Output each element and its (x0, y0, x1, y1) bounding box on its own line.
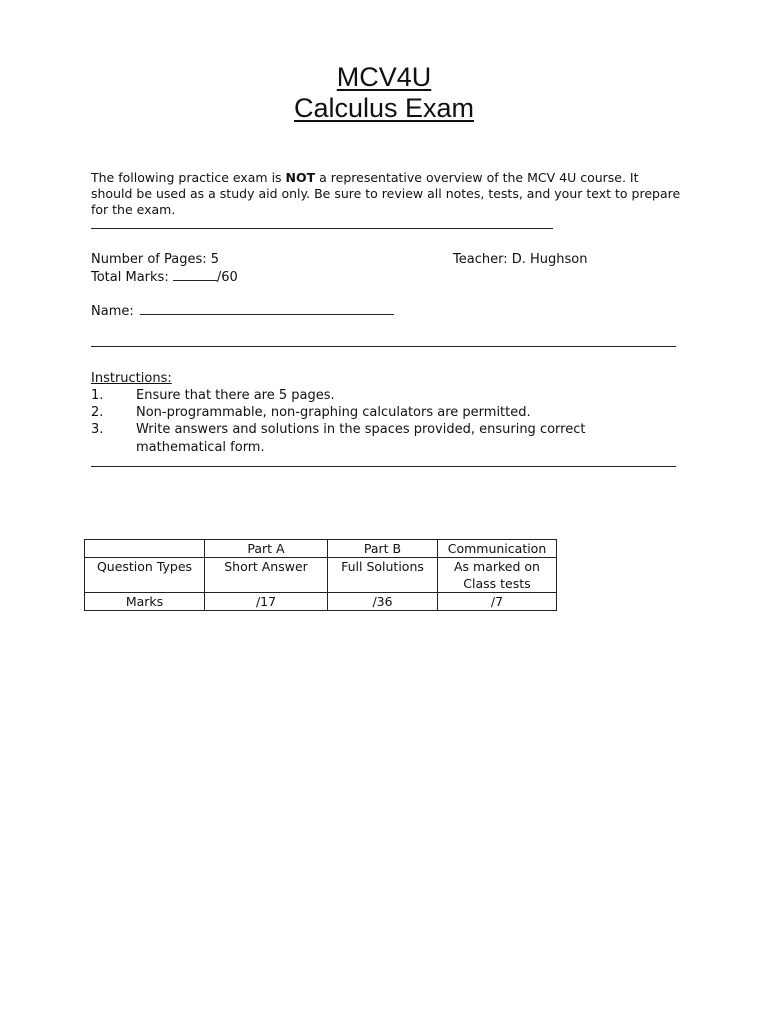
total-marks-label: Total Marks: (91, 270, 173, 285)
instruction-text: Write answers and solutions in the spaces provided, ensuring correct mathematical form. (136, 422, 586, 455)
instruction-text: Ensure that there are 5 pages. (136, 388, 335, 403)
exam-title: Calculus Exam (293, 93, 475, 123)
intro-emphasis: NOT (285, 170, 316, 185)
total-marks (91, 268, 238, 287)
table-header-cell: Part B (328, 540, 438, 558)
name-label: Name: (91, 304, 134, 319)
name-blank[interactable] (140, 302, 394, 315)
teacher-name: Teacher: D. Hughson (453, 252, 588, 267)
instruction-number: 3. (91, 422, 104, 437)
table-header-cell: Communication (438, 540, 557, 558)
course-code-title: MCV4U (336, 62, 432, 92)
instruction-number: 1. (91, 388, 104, 403)
intro-paragraph (91, 170, 681, 218)
table-cell: As marked on Class tests (438, 558, 557, 593)
intro-text-end: a representative overview of the MCV 4U course. It should be used as a study aid only. Be sure to review all notes, tests, and your text to prepare for the exam. (91, 170, 681, 217)
intro-text-start: The following practice exam is (91, 170, 286, 185)
table-header-row (85, 540, 557, 558)
table-cell: Full Solutions (328, 558, 438, 593)
name-field (91, 302, 394, 321)
divider-full-bottom (91, 466, 676, 467)
table-cell: Marks (85, 593, 205, 611)
instructions-heading: Instructions: (91, 371, 172, 386)
table-cell: /7 (438, 593, 557, 611)
table-cell: Question Types (85, 558, 205, 593)
instruction-number: 2. (91, 405, 104, 420)
table-cell: /36 (328, 593, 438, 611)
table-cell: Short Answer (205, 558, 328, 593)
marks-breakdown-table (84, 539, 557, 611)
instruction-text: Non-programmable, non-graphing calculators are permitted. (136, 405, 531, 420)
table-row (85, 558, 557, 593)
table-row (85, 593, 557, 611)
divider-short (91, 228, 553, 229)
pages-count: Number of Pages: 5 (91, 252, 220, 267)
total-marks-suffix: /60 (216, 270, 238, 285)
divider-full-top (91, 346, 676, 347)
table-header-cell (85, 540, 205, 558)
total-marks-blank[interactable] (173, 268, 217, 281)
table-header-cell: Part A (205, 540, 328, 558)
table-cell: /17 (205, 593, 328, 611)
